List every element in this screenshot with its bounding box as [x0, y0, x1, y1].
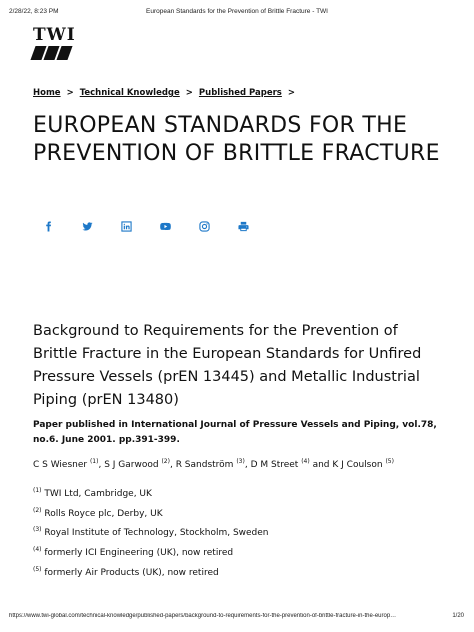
- twi-logo[interactable]: [33, 27, 81, 65]
- logo-text: TWI: [33, 25, 76, 45]
- twitter-icon[interactable]: [79, 218, 95, 234]
- publication-note: Paper published in International Journal of Pressure Vessels and Piping, vol.78, no.6. June 2001. pp.391-399.: [33, 420, 437, 445]
- author-name: K J Coulson: [332, 460, 383, 470]
- print-page-number: 1/20: [452, 613, 464, 619]
- affiliation-text: formerly ICI Engineering (UK), now retired: [44, 548, 234, 559]
- print-header: [0, 8, 474, 18]
- logo-mark: [33, 46, 81, 60]
- breadcrumb-separator: >: [287, 88, 295, 98]
- breadcrumb-separator: >: [185, 88, 193, 98]
- breadcrumb: [33, 88, 295, 98]
- print-url: https://www.twi-global.com/technical-knowledge/published-papers/background-to-requirements-for-the-prevention-of-brittle-fracture-in-the-europ…: [9, 613, 397, 619]
- affiliation-text: Rolls Royce plc, Derby, UK: [44, 508, 163, 519]
- affiliation-text: TWI Ltd, Cambridge, UK: [44, 489, 152, 499]
- print-document-title: European Standards for the Prevention of Brittle Fracture - TWI: [146, 8, 328, 15]
- author-name: S J Garwood: [104, 460, 159, 470]
- facebook-icon[interactable]: [40, 218, 56, 234]
- instagram-icon[interactable]: [196, 218, 212, 234]
- share-bar: [40, 218, 251, 234]
- breadcrumb-home[interactable]: Home: [33, 88, 61, 98]
- breadcrumb-separator: >: [66, 88, 74, 98]
- authors-line: C S Wiesner $^{(1)}$, S J Garwood $^{(2)}$, R Sandström $^{(3)}$, D M Street $^{(4)}$ and K J Coulson $^{(5)}$: [33, 458, 394, 470]
- affiliation-number: (4): [33, 546, 42, 554]
- affiliation-number: (5): [33, 565, 42, 573]
- print-icon[interactable]: [235, 218, 251, 234]
- author-affiliation-ref: (3): [236, 458, 245, 465]
- affiliation-text: Royal Institute of Technology, Stockholm, Sweden: [44, 528, 269, 539]
- affiliation-item: [33, 506, 269, 526]
- affiliation-item: [33, 486, 269, 506]
- author-affiliation-ref: (2): [161, 458, 170, 465]
- youtube-icon[interactable]: [157, 218, 173, 234]
- affiliation-item: [33, 565, 269, 585]
- breadcrumb-technical-knowledge[interactable]: Technical Knowledge: [79, 88, 180, 98]
- paper-subtitle: Background to Requirements for the Prevention of Brittle Fracture in the European Standards for Unfired Pressure Vessels (prEN 13445) and Metallic Industrial Piping (prEN 13480): [33, 323, 422, 408]
- affiliation-number: (3): [33, 526, 42, 534]
- affiliation-item: [33, 545, 269, 565]
- author-affiliation-ref: (5): [385, 458, 394, 465]
- print-footer: [0, 613, 474, 623]
- breadcrumb-published-papers[interactable]: Published Papers: [198, 88, 282, 98]
- affiliation-number: (2): [33, 506, 42, 514]
- author-name: C S Wiesner: [33, 460, 88, 470]
- linkedin-icon[interactable]: [118, 218, 134, 234]
- authors-and: and: [312, 460, 330, 470]
- affiliations-list: [33, 486, 269, 584]
- author-affiliation-ref: (1): [89, 458, 99, 465]
- affiliation-text: formerly Air Products (UK), now retired: [44, 567, 219, 578]
- affiliation-item: [33, 525, 269, 545]
- author-name: R Sandström: [175, 460, 234, 470]
- author-name: D M Street: [250, 460, 299, 470]
- affiliation-number: (1): [33, 487, 42, 494]
- author-affiliation-ref: (4): [301, 458, 310, 465]
- print-datetime: 2/28/22, 8:23 PM: [9, 8, 59, 15]
- page-title: EUROPEAN STANDARDS FOR THE PREVENTION OF BRITTLE FRACTURE: [33, 113, 440, 166]
